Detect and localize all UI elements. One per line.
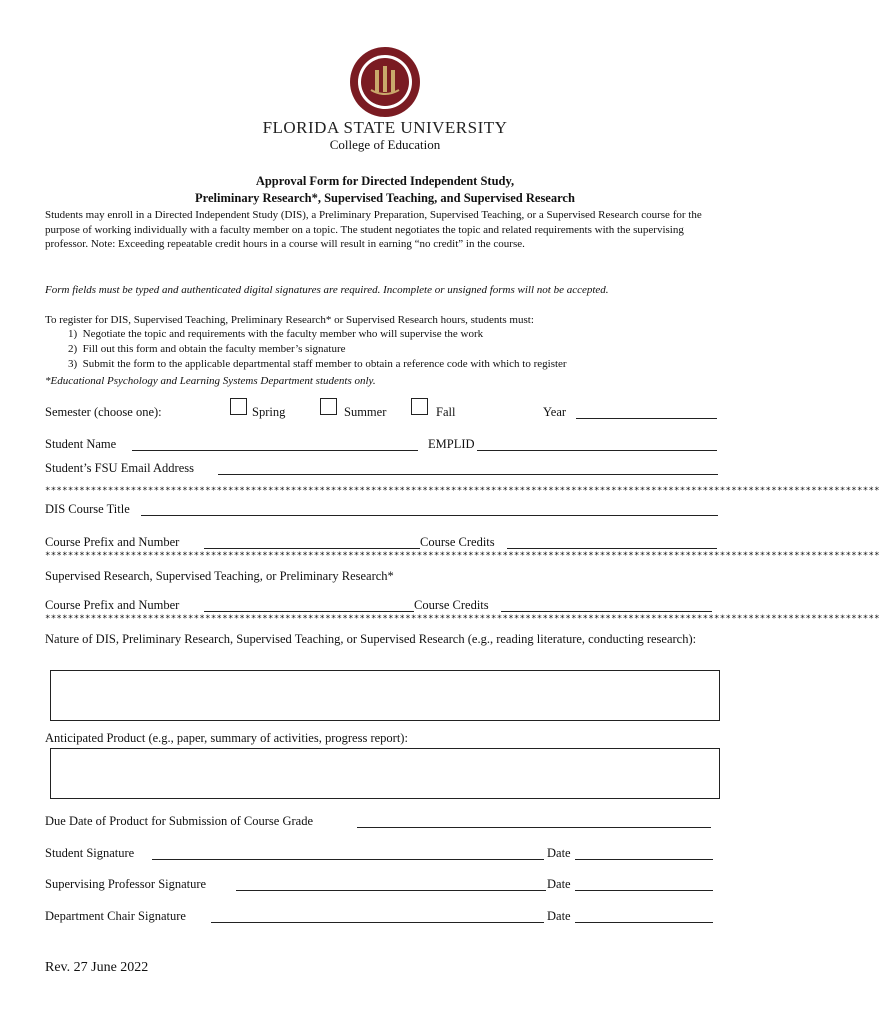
prefix-2-label: Course Prefix and Number <box>45 598 180 612</box>
prefix-2-field[interactable] <box>204 599 414 612</box>
emplid-label: EMPLID <box>428 437 475 451</box>
credits-2-field[interactable] <box>501 599 712 612</box>
fsu-seal-logo <box>349 46 421 118</box>
professor-date-label: Date <box>547 877 571 891</box>
professor-date-field[interactable] <box>575 878 713 891</box>
due-date-label: Due Date of Product for Submission of Course Grade <box>45 814 314 828</box>
summer-checkbox[interactable] <box>320 398 337 415</box>
prefix-1-field[interactable] <box>204 536 420 549</box>
email-label: Student’s FSU Email Address <box>45 461 194 475</box>
form-title-line-1: Approval Form for Directed Independent Study, <box>255 174 515 188</box>
step-item-2: 2) Fill out this form and obtain the faculty member’s signature <box>68 343 346 355</box>
credits-1-label: Course Credits <box>420 535 495 549</box>
year-label: Year <box>543 405 567 419</box>
chair-date-field[interactable] <box>575 910 713 923</box>
emplid-field[interactable] <box>477 438 717 451</box>
form-title-line-2: Preliminary Research*, Supervised Teaching, and Supervised Research <box>195 191 575 205</box>
separator-1: ************************************************************************************************************************************************** <box>45 486 880 496</box>
product-label: Anticipated Product (e.g., paper, summary of activities, progress report): <box>45 731 408 745</box>
professor-signature-field[interactable] <box>236 878 546 891</box>
prefix-1-label: Course Prefix and Number <box>45 535 180 549</box>
student-signature-label: Student Signature <box>45 846 135 860</box>
spring-label: Spring <box>252 405 286 419</box>
section-2-heading: Supervised Research, Supervised Teaching, or Preliminary Research* <box>45 569 394 583</box>
footnote: *Educational Psychology and Learning Systems Department students only. <box>45 375 376 387</box>
email-field[interactable] <box>218 462 718 475</box>
credits-2-label: Course Credits <box>414 598 489 612</box>
student-signature-field[interactable] <box>152 847 544 860</box>
summer-label: Summer <box>344 405 387 419</box>
student-name-field[interactable] <box>132 438 418 451</box>
chair-date-label: Date <box>547 909 571 923</box>
dis-title-label: DIS Course Title <box>45 502 130 516</box>
step-item-3: 3) Submit the form to the applicable departmental staff member to obtain a reference code with which to register <box>68 358 567 370</box>
student-date-label: Date <box>547 846 571 860</box>
nature-label: Nature of DIS, Preliminary Research, Supervised Teaching, or Supervised Research (e.g., reading literature, conducting research): <box>45 632 697 646</box>
nature-textbox[interactable] <box>50 670 720 721</box>
chair-signature-field[interactable] <box>211 910 544 923</box>
college-name: College of Education <box>329 137 441 152</box>
student-date-field[interactable] <box>575 847 713 860</box>
revision-date: Rev. 27 June 2022 <box>45 960 149 975</box>
fall-checkbox[interactable] <box>411 398 428 415</box>
separator-3: ************************************************************************************************************************************************** <box>45 614 880 624</box>
separator-2: ************************************************************************************************************************************************** <box>45 551 880 561</box>
credits-1-field[interactable] <box>507 536 717 549</box>
fall-label: Fall <box>436 405 456 419</box>
steps-intro: To register for DIS, Supervised Teaching, Preliminary Research* or Supervised Research hours, students must: <box>45 314 534 326</box>
spring-checkbox[interactable] <box>230 398 247 415</box>
semester-label: Semester (choose one): <box>45 405 162 419</box>
product-textbox[interactable] <box>50 748 720 799</box>
dis-title-field[interactable] <box>141 503 718 516</box>
student-name-label: Student Name <box>45 437 117 451</box>
form-notice: Form fields must be typed and authenticated digital signatures are required. Incomplete or unsigned forms will not be accepted. <box>45 284 609 296</box>
intro-paragraph: Students may enroll in a Directed Independent Study (DIS), a Preliminary Preparation, Supervised Teaching, or a Supervised Research course for the purpose of working individually with a faculty member on a topic. The student negotiates the topic and related requirements with the supervising professor. Note: Exceeding repeatable credit hours in a course will result in earning “no credit” in the course. <box>45 209 702 250</box>
year-field[interactable] <box>576 406 717 419</box>
professor-signature-label: Supervising Professor Signature <box>45 877 207 891</box>
chair-signature-label: Department Chair Signature <box>45 909 186 923</box>
university-wordmark: FLORIDA STATE UNIVERSITY <box>262 118 508 137</box>
step-item-1: 1) Negotiate the topic and requirements with the faculty member who will supervise the work <box>68 328 484 340</box>
due-date-field[interactable] <box>357 815 711 828</box>
